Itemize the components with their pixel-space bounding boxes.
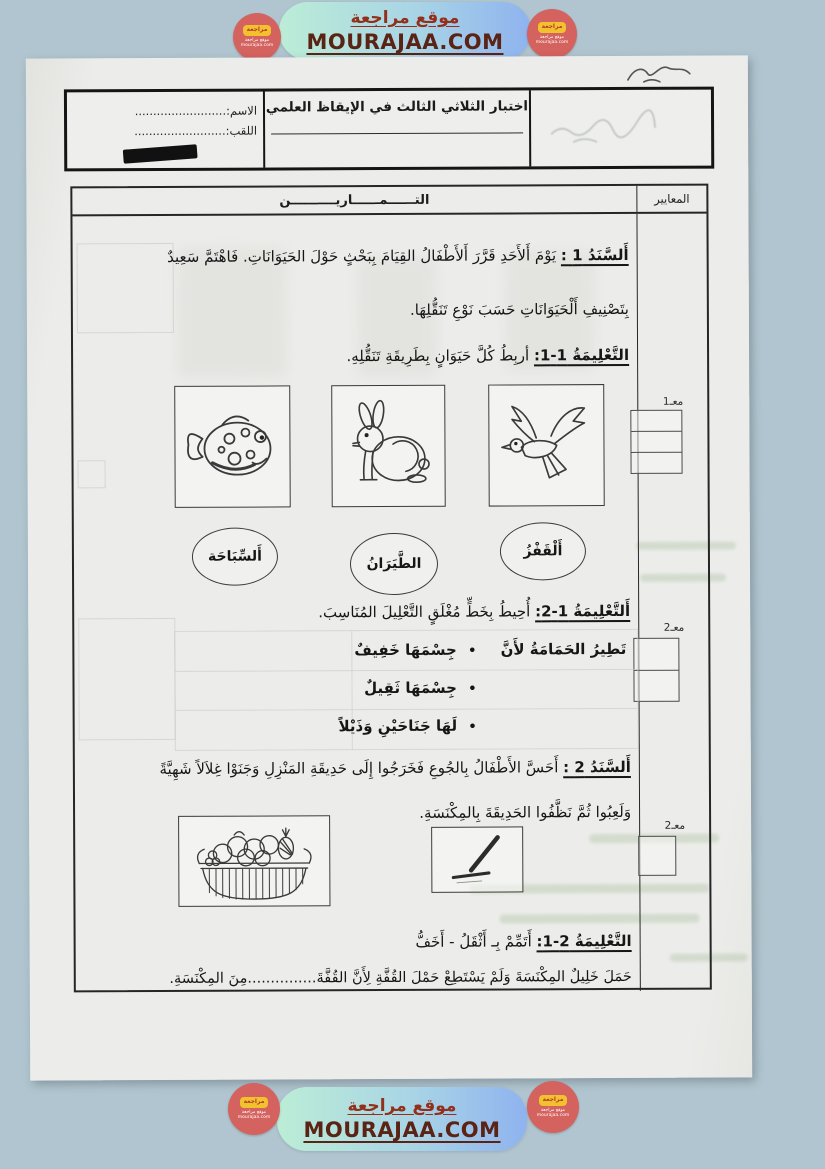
support2-line1 xyxy=(83,754,631,783)
option-jumping-oval xyxy=(500,522,586,580)
option-jumping-label: أَلْقَفْزُ xyxy=(523,543,563,560)
bleed-grid-line xyxy=(175,669,637,672)
mark-grid-line xyxy=(631,452,681,453)
badge-logo-icon: مراجعة xyxy=(539,1095,568,1106)
instruction-1-2-line xyxy=(82,598,630,627)
bullet-icon: • xyxy=(468,681,477,697)
option-flying-oval xyxy=(350,533,438,595)
table-body xyxy=(72,214,709,994)
fish-image-box xyxy=(174,385,291,508)
choice-2-label: جِسْمَهَا ثَقِيلٌ xyxy=(364,678,458,698)
scanned-exam-page xyxy=(26,55,752,1080)
mark-grid-2 xyxy=(633,638,679,702)
site-logo-badge[interactable] xyxy=(233,13,281,61)
dove-image-box xyxy=(488,384,605,507)
name-label: الاسم:......................... xyxy=(134,103,258,119)
criteria-column-header: المعايير xyxy=(636,186,706,212)
site-banner-top[interactable] xyxy=(279,2,531,60)
mark-grid-1 xyxy=(630,410,682,474)
badge-line1: موقع مراجعة xyxy=(540,1107,566,1113)
badge-line2: mourajaa.com xyxy=(240,43,274,49)
badge-line1: موقع مراجعة xyxy=(539,34,565,40)
title-divider xyxy=(271,132,523,134)
exam-id-table xyxy=(64,87,714,172)
choice-item xyxy=(338,717,476,736)
badge-logo-icon: مراجعة xyxy=(538,22,567,33)
rabbit-icon xyxy=(338,396,438,496)
choice-1-label: جِسْمَهَا خَفِيفٌ xyxy=(354,640,457,660)
support1-heading: أَلسَّنَدُ 1 : xyxy=(560,245,629,265)
support2-line2 xyxy=(83,799,631,828)
support2-heading: أَلسَّنَدُ 2 : xyxy=(563,757,631,777)
instruction-2-1-text: أَتَمِّمْ بِـ أَثْقَلُ - أَخَفُّ xyxy=(415,932,532,951)
mark-grid-line xyxy=(634,670,678,671)
fruit-basket-image-box xyxy=(178,815,330,907)
instruction-2-1-heading: التَّعْلِيمَةُ 2-1: xyxy=(536,931,632,951)
completion-sentence-text: حَمَلَ خَلِيلٌ المِكْنَسَةَ وَلَمْ يَسْتَطِعْ حَمْلَ القُفَّةِ لِأَنَّ القُفَّةَ...............مِنَ المِكْنَسَةِ. xyxy=(169,968,632,987)
badge-line2: mourajaa.com xyxy=(535,40,569,46)
badge-logo-icon: مراجعة xyxy=(243,25,272,36)
instruction-1-1-heading: التَّعْلِيمَةُ 1-1: xyxy=(533,345,630,365)
exercise-table xyxy=(70,184,712,993)
instruction-1-2-heading: أَلتَّعْلِيمَةُ 1-2: xyxy=(535,601,631,621)
pen-squiggle xyxy=(624,58,696,88)
choice-item xyxy=(364,679,476,697)
option-swimming-label: أَلسِّبَاحَة xyxy=(207,548,262,565)
exercises-column-header: التــــــمــــــاريــــــــــن xyxy=(279,192,430,208)
site-domain-link[interactable]: MOURAJAA.COM xyxy=(303,1117,501,1142)
exam-title: اختبار الثلاثي الثالث في الإيقاظ العلمي xyxy=(265,98,529,116)
mark-grid-3 xyxy=(638,836,676,876)
bleed-grid-line xyxy=(176,708,638,711)
rabbit-image-box xyxy=(331,385,446,507)
mark-label-2: معـ2 xyxy=(663,621,685,634)
site-banner-bottom[interactable] xyxy=(277,1087,527,1151)
id-cell-name xyxy=(67,92,263,169)
broom-icon xyxy=(437,832,517,886)
table-header-row xyxy=(72,186,706,217)
support2-text1: أَحَسَّ الأَطْفَالُ بِالجُوعِ فَخَرَجُوا إِلَى حَدِيقَةِ المَنْزِلِ وَجَنَوْا غِلاَلاً شَهِيَّةً xyxy=(159,758,559,779)
site-logo-badge[interactable] xyxy=(527,9,577,59)
dove-icon xyxy=(495,395,597,495)
site-arabic-title[interactable]: موقع مراجعة xyxy=(347,1095,457,1116)
id-cell-title xyxy=(263,90,531,167)
badge-logo-icon: مراجعة xyxy=(240,1097,269,1108)
fish-icon xyxy=(182,396,282,496)
bullet-icon: • xyxy=(468,643,477,659)
site-logo-badge[interactable] xyxy=(228,1083,280,1135)
instruction-2-1-line xyxy=(84,928,632,957)
option-flying-label: الطَّيَرَانُ xyxy=(366,555,422,573)
choice-item xyxy=(354,641,476,660)
faint-handwriting xyxy=(543,108,693,149)
support1-line1 xyxy=(81,242,629,271)
bullet-icon: • xyxy=(468,719,477,735)
site-logo-badge[interactable] xyxy=(527,1081,579,1133)
criteria-column xyxy=(636,214,709,991)
mark-grid-line xyxy=(631,431,681,432)
choice-3-label: لَهَا جَنَاحَيْنِ وَذَيْلاً xyxy=(338,716,458,736)
exercises-area xyxy=(72,214,639,993)
fruit-basket-icon xyxy=(184,821,324,902)
option-swimming-oval xyxy=(192,527,278,585)
badge-line1: موقع مراجعة xyxy=(244,37,270,43)
instruction-1-1-line xyxy=(81,342,629,371)
mark-label-1: معـ1 xyxy=(662,395,684,408)
instruction-1-1-text: أربِطُ كُلَّ حَيَوَانٍ بِطَرِيقَةِ تَنَقُّلِهِ. xyxy=(346,346,530,366)
broom-image-box xyxy=(431,826,523,892)
id-cell-stamp xyxy=(531,90,711,167)
badge-line2: mourajaa.com xyxy=(237,1115,271,1121)
support1-text2: بِتَصْنِيفِ أَلْحَيَوَانَاتِ حَسَبَ نَوْعِ تَنَقُّلِهَا. xyxy=(409,299,629,319)
mark-label-3: معـ2 xyxy=(664,819,686,832)
instruction-1-2-text: أُحِيطُ بِخَطٍّ مُغْلَقٍ التَّعْلِيلَ المُنَاسِبَ. xyxy=(318,602,531,622)
redacted-name xyxy=(123,144,198,163)
surname-label: اللقب:......................... xyxy=(134,123,258,138)
question-stem: تَطِيرُ الحَمَامَةُ لأَنَّ xyxy=(500,639,627,659)
badge-line2: mourajaa.com xyxy=(536,1113,570,1119)
site-arabic-title[interactable]: موقع مراجعة xyxy=(350,7,460,28)
badge-line1: موقع مراجعة xyxy=(241,1109,267,1115)
site-domain-link[interactable]: MOURAJAA.COM xyxy=(306,29,504,54)
completion-sentence xyxy=(84,964,632,992)
support2-text2: وَلَعِبُوا ثُمَّ نَظَّفُوا الحَدِيقَةَ بِالمِكْنَسَةِ. xyxy=(419,802,632,822)
support1-line2 xyxy=(81,296,629,325)
support1-text1: يَوْمَ أَلأَحَدِ قَرَّرَ أَلأَطْفَالُ القِيَامَ بِبَحْثٍ حَوْلَ الحَيَوَانَاتِ. فَاهْتَمَّ سَعِيدٌ xyxy=(167,246,557,266)
